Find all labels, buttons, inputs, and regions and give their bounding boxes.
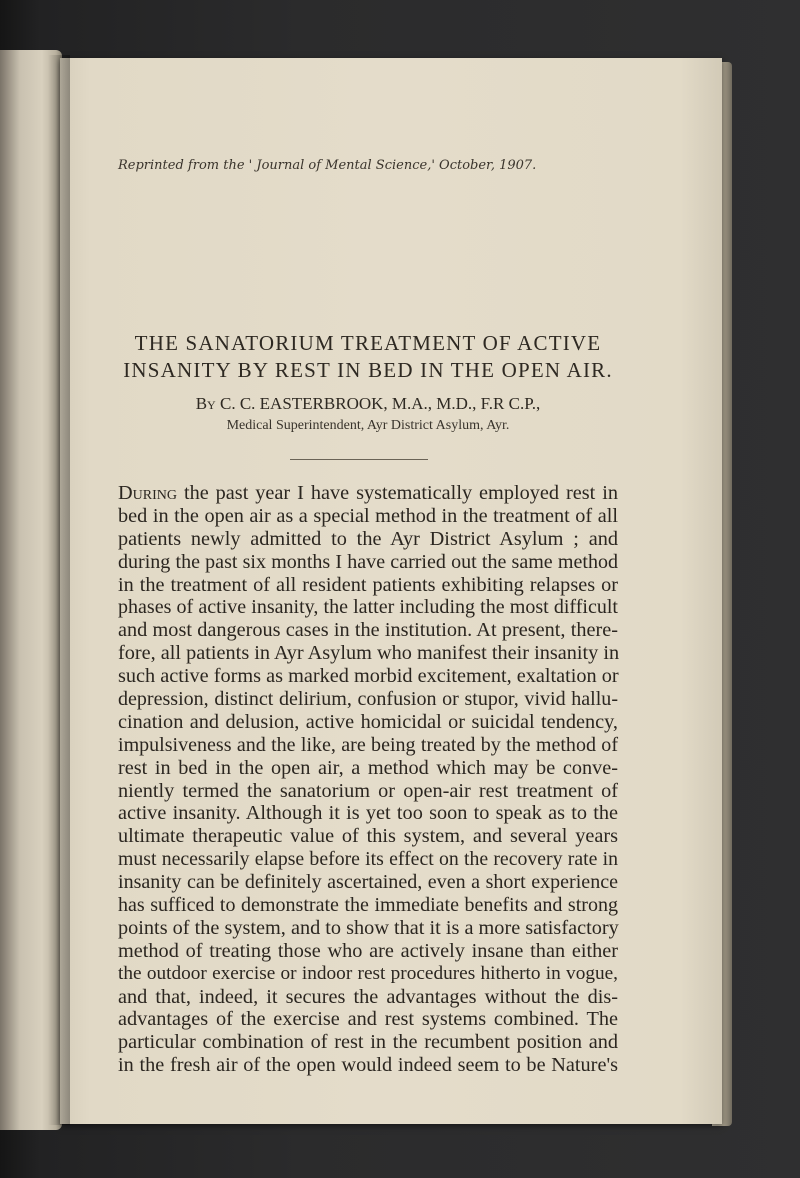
body-line: in the treatment of all resident patients exhibiting relapses or bbox=[118, 573, 618, 596]
title-line: INSANITY BY REST IN BED IN THE OPEN AIR. bbox=[123, 358, 613, 382]
body-line: such active forms as marked morbid excitement, exaltation or bbox=[118, 665, 619, 688]
gutter-shadow bbox=[48, 55, 70, 1125]
body-line: has sufficed to demonstrate the immediate benefits and strong bbox=[118, 894, 618, 917]
article-body bbox=[118, 482, 618, 1077]
byline-prefix: By bbox=[195, 394, 216, 413]
body-line bbox=[118, 482, 618, 505]
body-line: patients newly admitted to the Ayr District Asylum ; and bbox=[118, 527, 618, 550]
body-line: must necessarily elapse before its effect on the recovery rate in bbox=[118, 848, 618, 871]
body-line: particular combination of rest in the recumbent position and bbox=[118, 1031, 618, 1054]
author-affiliation: Medical Superintendent, Ayr District Asylum, Ayr. bbox=[226, 418, 510, 433]
body-line: and that, indeed, it secures the advantages without the dis- bbox=[118, 985, 618, 1008]
body-line: and most dangerous cases in the institution. At present, there- bbox=[118, 619, 618, 642]
body-line: insanity can be definitely ascertained, even a short experience bbox=[118, 871, 618, 894]
body-line: during the past six months I have carried out the same method bbox=[118, 550, 618, 573]
lead-word: During bbox=[118, 482, 177, 504]
body-line: cination and delusion, active homicidal or suicidal tendency, bbox=[118, 710, 618, 733]
body-line: points of the system, and to show that it is a more satisfactory bbox=[118, 916, 619, 939]
body-line: the outdoor exercise or indoor rest procedures hitherto in vogue, bbox=[118, 962, 618, 984]
article-title bbox=[118, 330, 618, 384]
body-line: fore, all patients in Ayr Asylum who manifest their insanity in bbox=[118, 642, 620, 665]
body-line: method of treating those who are actively insane than either bbox=[118, 939, 618, 962]
body-line: depression, distinct delirium, confusion or stupor, vivid hallu- bbox=[118, 688, 618, 711]
body-line: niently termed the sanatorium or open-air rest treatment of bbox=[118, 779, 618, 802]
byline-author: C. C. EASTERBROOK, M.A., M.D., F.R C.P., bbox=[219, 394, 541, 413]
body-line: phases of active insanity, the latter including the most difficult bbox=[118, 596, 618, 619]
body-line: in the fresh air of the open would indeed seem to be Nature's bbox=[118, 1054, 618, 1077]
first-line-text: the past year I have systematically employed rest in bbox=[183, 482, 618, 504]
body-line: bed in the open air as a special method in the treatment of all bbox=[118, 504, 618, 527]
reprint-note: Reprinted from the ' Journal of Mental Science,' October, 1907. bbox=[118, 158, 537, 173]
body-line: ultimate therapeutic value of this system, and several years bbox=[118, 825, 618, 848]
title-line: THE SANATORIUM TREATMENT OF ACTIVE bbox=[134, 331, 602, 355]
byline bbox=[118, 394, 618, 414]
body-line: advantages of the exercise and rest systems combined. The bbox=[118, 1008, 618, 1031]
body-line: rest in bed in the open air, a method which may be conve- bbox=[118, 756, 618, 779]
body-line: impulsiveness and the like, are being treated by the method of bbox=[118, 733, 618, 756]
body-line: active insanity. Although it is yet too soon to speak as to the bbox=[118, 802, 618, 825]
section-divider bbox=[290, 459, 428, 460]
